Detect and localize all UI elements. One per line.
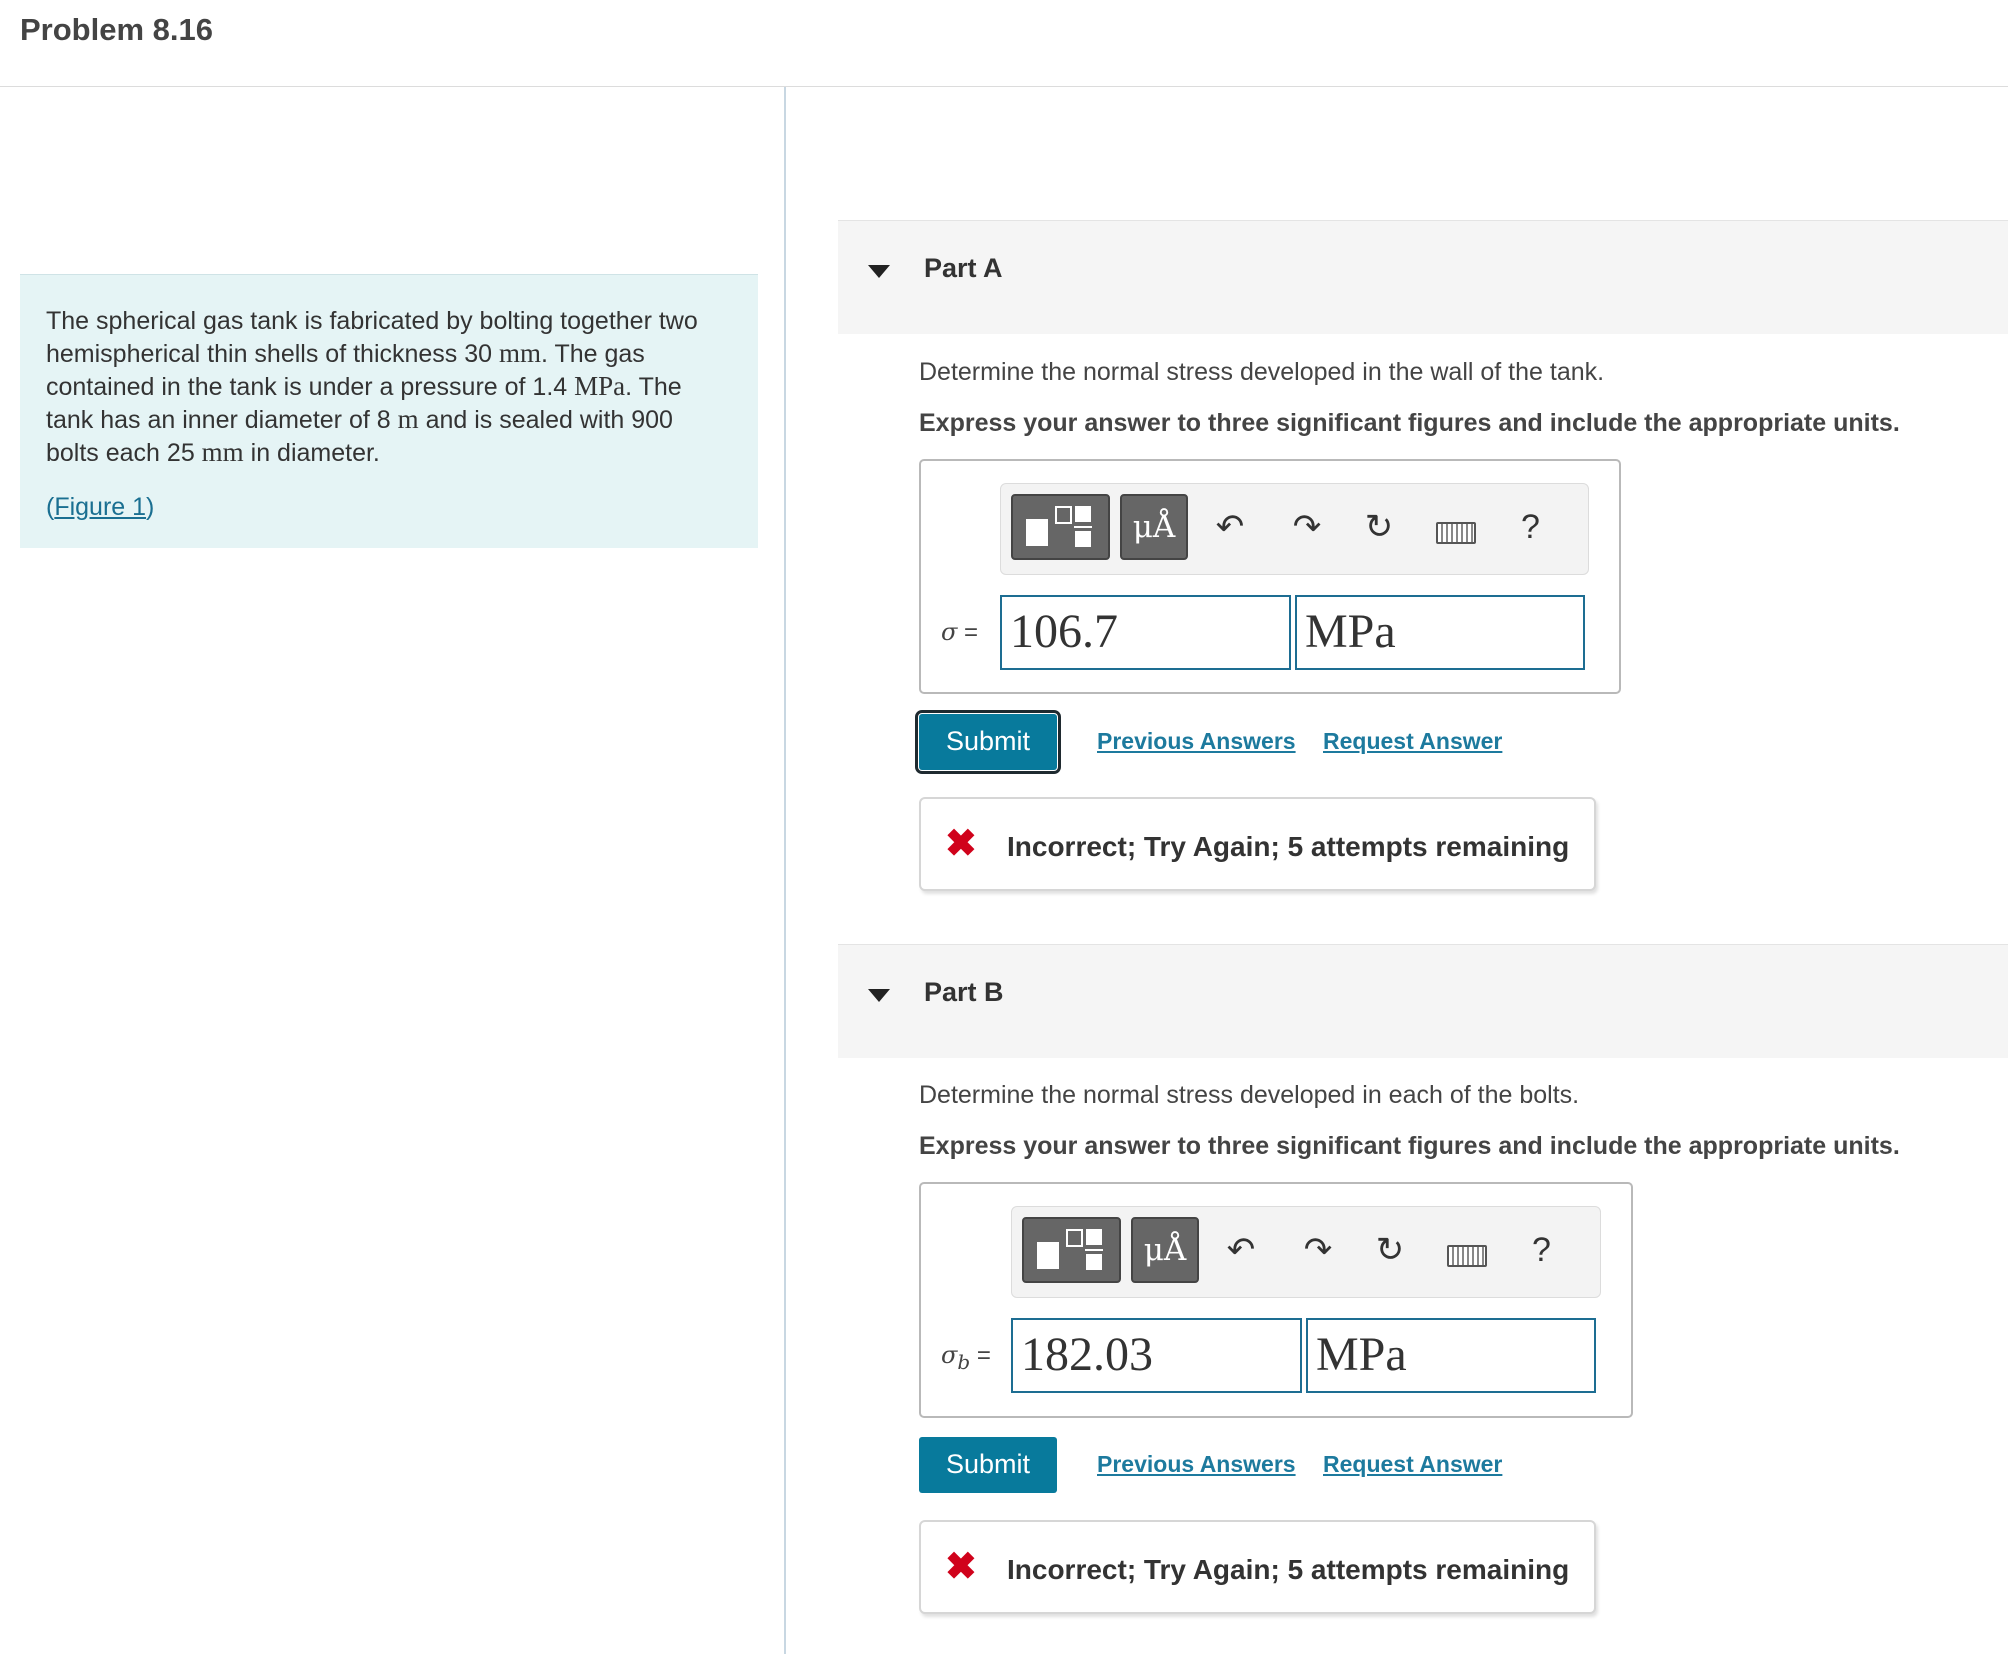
figure-link[interactable]: Figure 1 <box>54 493 147 521</box>
fraction-templates-icon <box>1024 1219 1119 1281</box>
part-a-answer-box <box>919 459 1621 694</box>
help-icon[interactable]: ? <box>1532 1231 1551 1269</box>
part-b-header[interactable] <box>838 944 2008 1058</box>
part-a-feedback <box>919 797 1596 891</box>
help-icon[interactable]: ? <box>1521 508 1540 546</box>
problem-text: The spherical gas tank is fabricated by bolting together two hemispherical thin shells of thickness 30 mm. The gas contained in the tank is under a pressure of 1.4 MPa. The tank has an inner diameter of 8 m and is sealed with 900 bolts each 25 mm in diameter. <box>46 307 698 467</box>
figure-reference: (Figure 1) <box>46 493 155 521</box>
part-b-feedback-message: Incorrect; Try Again; 5 attempts remaining <box>1007 1554 1570 1585</box>
part-b-previous-answers-link[interactable]: Previous Answers <box>1097 1451 1296 1477</box>
units-button[interactable]: μÅ <box>1120 494 1188 560</box>
part-a-question: Determine the normal stress developed in the wall of the tank. <box>919 358 1605 386</box>
templates-button[interactable] <box>1011 494 1110 560</box>
undo-icon[interactable]: ↶ <box>1226 1231 1256 1269</box>
part-a-math-toolbar <box>1000 483 1589 575</box>
column-divider <box>784 87 786 1654</box>
page-header <box>0 0 2008 87</box>
collapse-caret-icon[interactable] <box>868 989 890 1002</box>
part-a-feedback-message: Incorrect; Try Again; 5 attempts remaining <box>1007 831 1570 862</box>
collapse-caret-icon[interactable] <box>868 265 890 278</box>
part-a-previous-answers-link[interactable]: Previous Answers <box>1097 728 1296 754</box>
keyboard-icon[interactable] <box>1436 522 1476 544</box>
part-b-label: Part B <box>924 977 1004 1007</box>
part-b-question: Determine the normal stress developed in each of the bolts. <box>919 1081 1580 1109</box>
incorrect-icon: ✖ <box>945 823 977 865</box>
part-b-submit-button[interactable]: Submit <box>919 1437 1057 1493</box>
redo-icon[interactable]: ↷ <box>1292 508 1322 546</box>
keyboard-icon[interactable] <box>1447 1245 1487 1267</box>
part-a-submit-button[interactable]: Submit <box>919 714 1057 770</box>
redo-icon[interactable]: ↷ <box>1303 1231 1333 1269</box>
part-a-label: Part A <box>924 253 1003 283</box>
reset-icon[interactable]: ↻ <box>1364 508 1394 546</box>
part-b-value-input[interactable]: 182.03 <box>1011 1318 1302 1393</box>
problem-statement <box>20 274 758 548</box>
page-title: Problem 8.16 <box>20 12 213 47</box>
reset-icon[interactable]: ↻ <box>1375 1231 1405 1269</box>
part-b-request-answer-link[interactable]: Request Answer <box>1323 1451 1503 1477</box>
part-a-variable-label: σ = <box>941 618 979 646</box>
part-b-feedback <box>919 1520 1596 1614</box>
part-b-math-toolbar <box>1011 1206 1601 1298</box>
part-b-answer-box <box>919 1182 1633 1418</box>
part-a-value-input[interactable]: 106.7 <box>1000 595 1291 670</box>
part-b-instruction: Express your answer to three significant figures and include the appropriate units. <box>919 1132 1900 1160</box>
undo-icon[interactable]: ↶ <box>1215 508 1245 546</box>
units-button[interactable]: μÅ <box>1131 1217 1199 1283</box>
part-b-variable-label: $\sigma_b$ = <box>941 1341 991 1374</box>
part-a-instruction: Express your answer to three significant figures and include the appropriate units. <box>919 409 1900 437</box>
incorrect-icon: ✖ <box>945 1546 977 1588</box>
templates-button[interactable] <box>1022 1217 1121 1283</box>
part-b-unit-input[interactable]: MPa <box>1306 1318 1596 1393</box>
fraction-templates-icon <box>1013 496 1108 558</box>
part-a-unit-input[interactable]: MPa <box>1295 595 1585 670</box>
part-a-header[interactable] <box>838 220 2008 334</box>
part-a-request-answer-link[interactable]: Request Answer <box>1323 728 1503 754</box>
